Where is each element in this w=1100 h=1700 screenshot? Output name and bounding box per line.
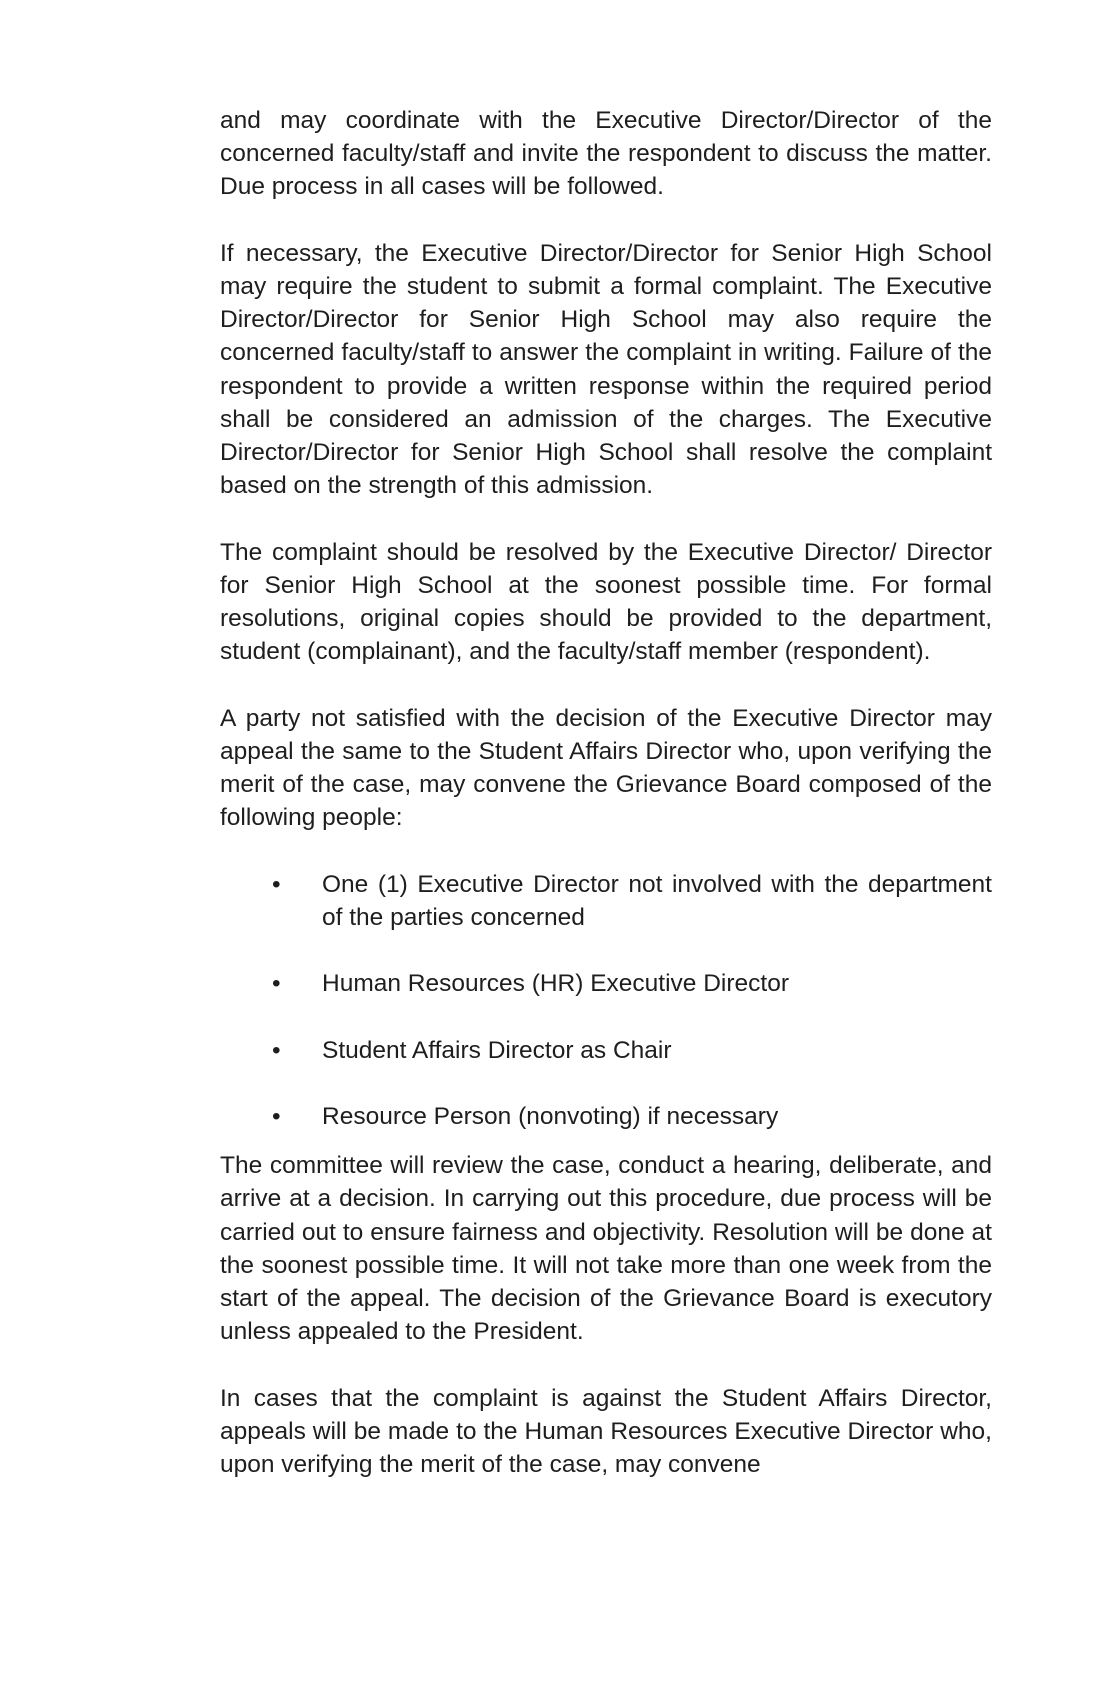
list-item-text: Human Resources (HR) Executive Director [322,970,789,998]
list-item-text: Resource Person (nonvoting) if necessary [322,1102,779,1130]
paragraph-formal-complaint: If necessary, the Executive Director/Director for Senior High School may require the student to submit a formal complaint. The Executive Director/Director for Senior High School may also require the concerned faculty/staff to answer the complaint in writing. Failure of the respondent to provide a written response within the required period shall be considered an admission of the charges. The Executive Director/Director for Senior High School shall resolve the complaint based on the strength of this admission. [220,239,992,500]
paragraph-appeal-grievance-board: A party not satisfied with the decision of the Executive Director may appeal the same to the Student Affairs Director who, upon verifying the merit of the case, may convene the Grievance Board composed of the following people: [220,704,992,832]
list-item-text: Student Affairs Director as Chair [322,1036,672,1064]
bullet-icon: • [272,1036,281,1064]
list-item [220,1034,992,1067]
list-item [220,1100,992,1133]
bullet-icon: • [272,870,281,898]
list-item [220,868,992,934]
bullet-icon: • [272,970,281,998]
list-item-text: One (1) Executive Director not involved with the department of the parties concerned [322,870,992,931]
list-item [220,967,992,1000]
page-body [220,104,992,1514]
bullet-icon: • [272,1102,281,1130]
paragraph-resolution-timing: The complaint should be resolved by the Executive Director/ Director for Senior High School at the soonest possible time. For formal resolutions, original copies should be provided to the department, student (complainant), and the faculty/staff member (respondent). [220,538,992,666]
grievance-board-members-list [220,868,992,1134]
paragraph-complaint-against-director: In cases that the complaint is against the Student Affairs Director, appeals will be made to the Human Resources Executive Director who, upon verifying the merit of the case, may convene [220,1384,992,1478]
paragraph-committee-review: The committee will review the case, conduct a hearing, deliberate, and arrive at a decision. In carrying out this procedure, due process will be carried out to ensure fairness and objectivity. Resolution will be done at the soonest possible time. It will not take more than one week from the start of the appeal. The decision of the Grievance Board is executory unless appealed to the President. [220,1152,992,1346]
paragraph-coordinate-respondent: and may coordinate with the Executive Director/Director of the concerned faculty/staff and invite the respondent to discuss the matter. Due process in all cases will be followed. [220,107,992,201]
